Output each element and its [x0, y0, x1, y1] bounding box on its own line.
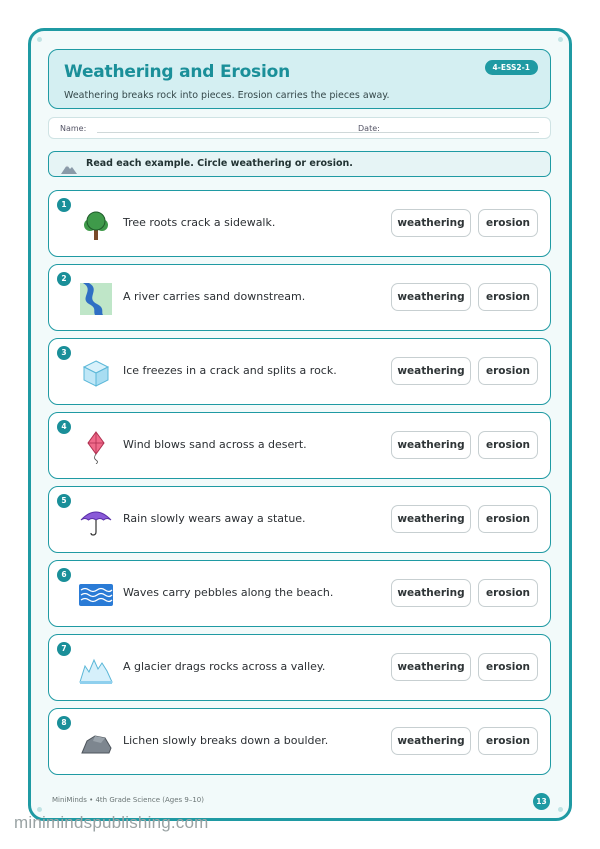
waves-icon	[79, 578, 113, 612]
erosion-option[interactable]: erosion	[478, 209, 538, 237]
name-date-row	[48, 117, 551, 139]
question-text: Tree roots crack a sidewalk.	[123, 216, 276, 229]
tree-icon	[79, 208, 113, 242]
question-item	[48, 708, 551, 775]
page-title: Weathering and Erosion	[64, 62, 290, 82]
question-text: A river carries sand downstream.	[123, 290, 306, 303]
instructions-box	[48, 151, 551, 177]
question-number: 1	[57, 198, 71, 212]
question-number: 6	[57, 568, 71, 582]
question-item	[48, 412, 551, 479]
question-item	[48, 560, 551, 627]
erosion-option[interactable]: erosion	[478, 579, 538, 607]
question-text: Lichen slowly breaks down a boulder.	[123, 734, 329, 747]
umbrella-icon	[79, 504, 113, 538]
question-item	[48, 338, 551, 405]
question-item	[48, 486, 551, 553]
erosion-option[interactable]: erosion	[478, 653, 538, 681]
date-field[interactable]	[389, 132, 539, 133]
question-number: 5	[57, 494, 71, 508]
name-field[interactable]	[97, 132, 389, 133]
erosion-option[interactable]: erosion	[478, 357, 538, 385]
weathering-option[interactable]: weathering	[391, 431, 471, 459]
corner-dot	[558, 807, 563, 812]
weathering-option[interactable]: weathering	[391, 283, 471, 311]
corner-dot	[558, 37, 563, 42]
erosion-option[interactable]: erosion	[478, 431, 538, 459]
question-text: Waves carry pebbles along the beach.	[123, 586, 334, 599]
weathering-option[interactable]: weathering	[391, 357, 471, 385]
corner-dot	[37, 37, 42, 42]
question-text: Wind blows sand across a desert.	[123, 438, 307, 451]
weathering-option[interactable]: weathering	[391, 579, 471, 607]
question-number: 4	[57, 420, 71, 434]
question-item	[48, 264, 551, 331]
weathering-option[interactable]: weathering	[391, 505, 471, 533]
ice-cube-icon	[79, 356, 113, 390]
erosion-option[interactable]: erosion	[478, 727, 538, 755]
river-icon	[79, 282, 113, 316]
question-text: Rain slowly wears away a statue.	[123, 512, 306, 525]
question-item	[48, 634, 551, 701]
instructions-text: Read each example. Circle weathering or erosion.	[86, 158, 353, 169]
weathering-option[interactable]: weathering	[391, 727, 471, 755]
question-text: A glacier drags rocks across a valley.	[123, 660, 326, 673]
name-label: Name:	[60, 124, 87, 133]
boulder-icon	[79, 726, 113, 760]
watermark: minimindspublishing.com	[14, 813, 209, 832]
footer-text: MiniMinds • 4th Grade Science (Ages 9–10)	[52, 796, 204, 804]
kite-icon	[79, 430, 113, 464]
glacier-icon	[79, 652, 113, 686]
page-number: 13	[533, 793, 550, 810]
question-number: 7	[57, 642, 71, 656]
header-banner	[48, 49, 551, 109]
page-subtitle: Weathering breaks rock into pieces. Erosion carries the pieces away.	[64, 90, 390, 101]
question-item	[48, 190, 551, 257]
date-label: Date:	[358, 124, 380, 133]
weathering-option[interactable]: weathering	[391, 209, 471, 237]
weathering-option[interactable]: weathering	[391, 653, 471, 681]
erosion-option[interactable]: erosion	[478, 505, 538, 533]
mountain-icon	[61, 159, 77, 178]
erosion-option[interactable]: erosion	[478, 283, 538, 311]
question-number: 3	[57, 346, 71, 360]
question-number: 2	[57, 272, 71, 286]
question-number: 8	[57, 716, 71, 730]
question-text: Ice freezes in a crack and splits a rock.	[123, 364, 337, 377]
standard-code-badge: 4-ESS2-1	[485, 60, 538, 75]
corner-dot	[37, 807, 42, 812]
